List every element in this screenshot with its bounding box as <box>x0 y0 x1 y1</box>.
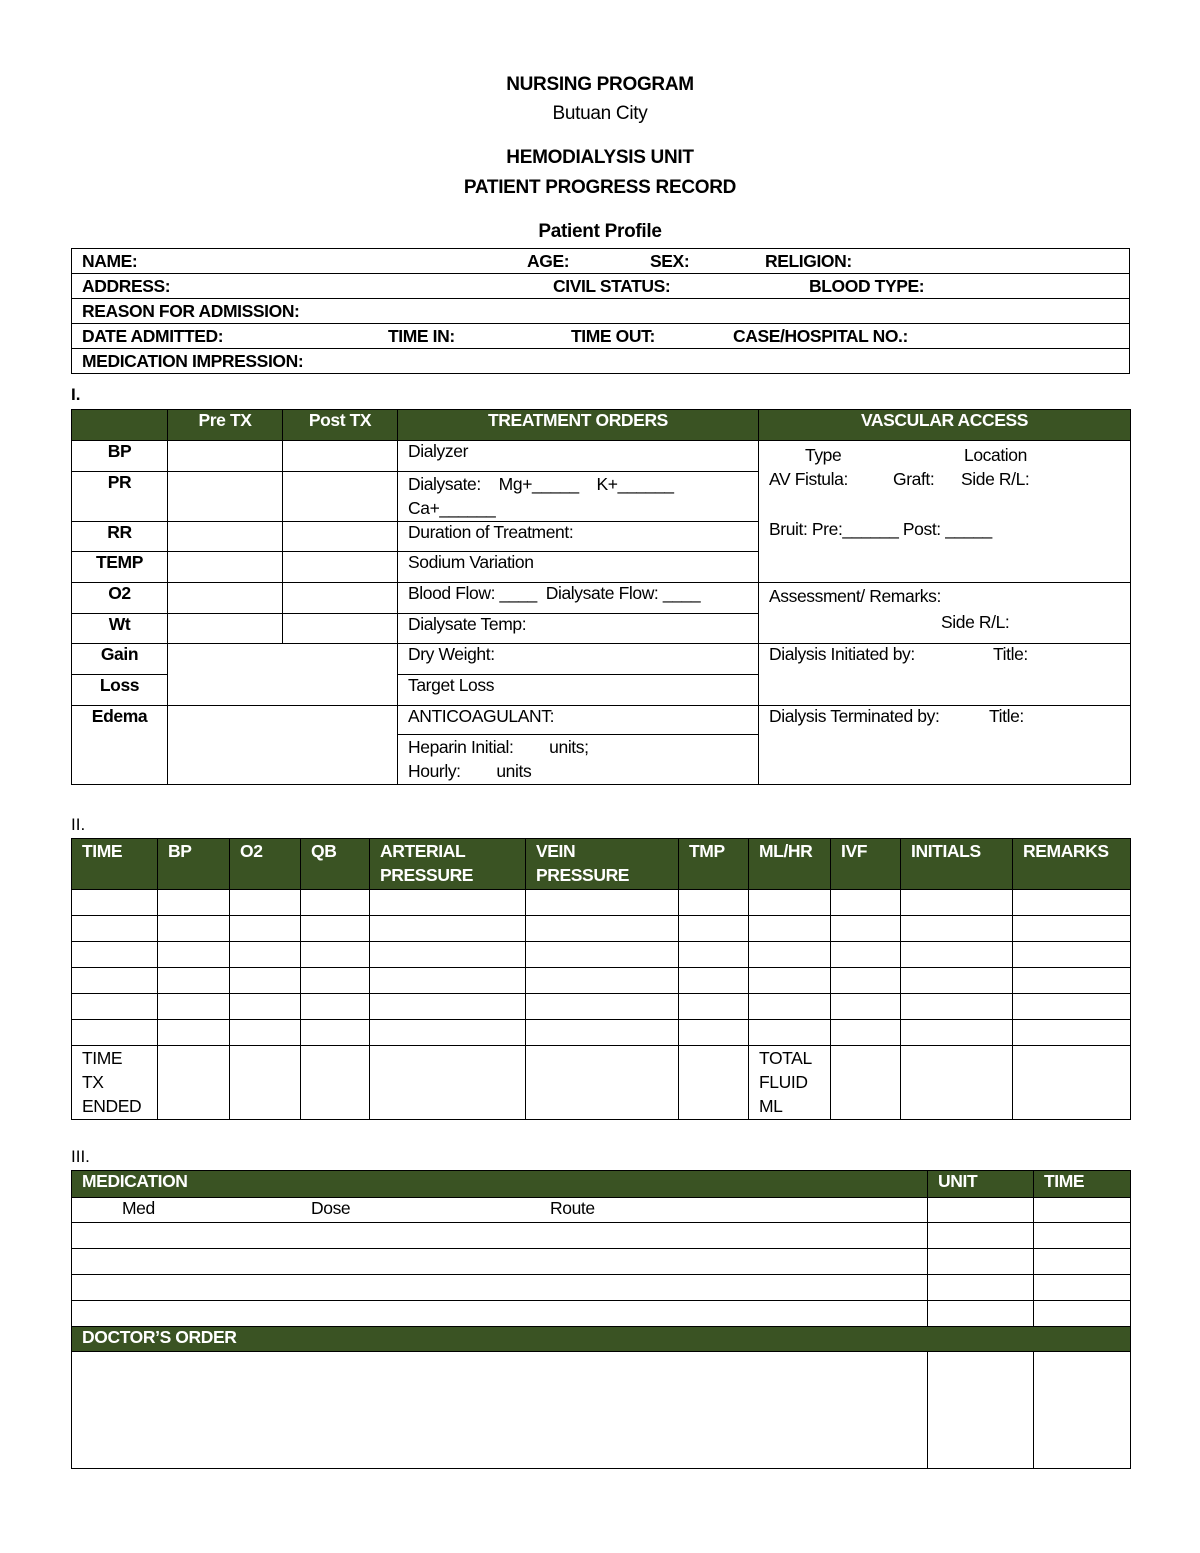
post-tx-header: Post TX <box>283 410 398 441</box>
civil-status-label: CIVIL STATUS: <box>553 276 671 296</box>
post-pr-cell[interactable] <box>283 472 398 522</box>
bruit-label: Bruit: Pre:______ Post: _____ <box>769 519 992 539</box>
date-admitted-label: DATE ADMITTED: <box>82 326 224 346</box>
vital-loss: Loss <box>72 675 168 706</box>
access-location-label: Location <box>964 445 1027 465</box>
doctors-order-row[interactable] <box>72 1352 1131 1469</box>
pre-wt-cell[interactable] <box>168 614 283 644</box>
profile-row-reason[interactable] <box>72 299 1130 324</box>
graft-label: Graft: <box>893 469 935 489</box>
col-qb: QB <box>301 839 370 890</box>
sex-label: SEX: <box>650 251 690 271</box>
terminated-label: Dialysis Terminated by: <box>769 706 940 726</box>
time-ended-line-3: ENDED <box>82 1096 142 1116</box>
monitoring-table <box>71 838 1131 1120</box>
order-target-loss[interactable]: Target Loss <box>398 675 759 706</box>
medication-row[interactable] <box>72 1249 1131 1275</box>
doctors-order-time[interactable] <box>1034 1352 1131 1469</box>
blank-header <box>72 410 168 441</box>
treatment-table <box>71 409 1131 785</box>
time-tx-ended-cell[interactable] <box>72 1046 158 1120</box>
pre-temp-cell[interactable] <box>168 552 283 583</box>
vital-wt: Wt <box>72 614 168 644</box>
col-vein-pressure: VEIN PRESSURE <box>526 839 679 890</box>
patient-profile-table <box>71 248 1130 374</box>
time-header: TIME <box>1034 1171 1131 1198</box>
medication-header: MEDICATION <box>72 1171 928 1198</box>
access-type-label: Type <box>805 445 842 465</box>
order-dialyzer[interactable]: Dialyzer <box>398 441 759 472</box>
access-type-cell[interactable] <box>759 441 1131 583</box>
vital-gain: Gain <box>72 644 168 675</box>
vital-temp: TEMP <box>72 552 168 583</box>
col-arterial-pressure: ARTERIAL PRESSURE <box>370 839 526 890</box>
city-subtitle: Butuan City <box>552 103 648 124</box>
med-unit-cell[interactable] <box>928 1198 1034 1223</box>
religion-label: RELIGION: <box>765 251 852 271</box>
med-time-cell[interactable] <box>1034 1198 1131 1223</box>
time-in-label: TIME IN: <box>388 326 455 346</box>
medication-row[interactable] <box>72 1301 1131 1327</box>
pre-o2-cell[interactable] <box>168 583 283 614</box>
total-fluid-line-1: TOTAL <box>759 1048 812 1068</box>
monitor-row[interactable] <box>72 942 1131 968</box>
vascular-access-header: VASCULAR ACCESS <box>759 410 1131 441</box>
total-fluid-cell[interactable] <box>749 1046 831 1120</box>
col-initials: INITIALS <box>901 839 1013 890</box>
heparin-line-1: Heparin Initial: units; <box>408 737 589 757</box>
profile-row-name[interactable] <box>72 249 1130 274</box>
post-bp-cell[interactable] <box>283 441 398 472</box>
post-temp-cell[interactable] <box>283 552 398 583</box>
order-anticoagulant[interactable]: ANTICOAGULANT: <box>398 706 759 735</box>
profile-title: Patient Profile <box>538 221 662 242</box>
edema-cell[interactable] <box>168 706 398 785</box>
col-tmp: TMP <box>679 839 749 890</box>
post-o2-cell[interactable] <box>283 583 398 614</box>
monitor-row[interactable] <box>72 994 1131 1020</box>
unit-header: UNIT <box>928 1171 1034 1198</box>
program-title: NURSING PROGRAM <box>506 74 694 95</box>
pre-pr-cell[interactable] <box>168 472 283 522</box>
impression-label: MEDICATION IMPRESSION: <box>82 351 304 371</box>
pre-tx-header: Pre TX <box>168 410 283 441</box>
order-heparin[interactable] <box>398 735 759 785</box>
medication-table <box>71 1170 1131 1469</box>
vital-bp: BP <box>72 441 168 472</box>
section-1-label: I. <box>71 385 81 404</box>
time-ended-line-1: TIME <box>82 1048 123 1068</box>
profile-row-address[interactable] <box>72 274 1130 299</box>
name-label: NAME: <box>82 251 138 271</box>
med-subheader <box>72 1198 928 1223</box>
heparin-line-2: Hourly: units <box>408 761 532 781</box>
terminated-cell[interactable] <box>759 706 1131 785</box>
doctors-order-unit[interactable] <box>928 1352 1034 1469</box>
route-label: Route <box>550 1198 595 1218</box>
dose-label: Dose <box>311 1198 351 1218</box>
section-2-label: II. <box>71 815 86 834</box>
profile-row-impression[interactable] <box>72 349 1130 374</box>
monitor-summary-row[interactable] <box>72 1046 1131 1120</box>
address-label: ADDRESS: <box>82 276 171 296</box>
time-ended-line-2: TX <box>82 1072 104 1092</box>
vital-rr: RR <box>72 522 168 552</box>
pre-rr-cell[interactable] <box>168 522 283 552</box>
order-sodium[interactable]: Sodium Variation <box>398 552 759 583</box>
time-out-label: TIME OUT: <box>571 326 655 346</box>
age-label: AGE: <box>527 251 570 271</box>
initiated-label: Dialysis Initiated by: <box>769 644 915 664</box>
monitor-row[interactable] <box>72 1020 1131 1046</box>
col-time: TIME <box>72 839 158 890</box>
order-flow[interactable]: Blood Flow: ____ Dialysate Flow: ____ <box>398 583 759 614</box>
vital-pr: PR <box>72 472 168 522</box>
section-3-label: III. <box>71 1147 90 1166</box>
vital-edema: Edema <box>72 706 168 785</box>
dialysate-line-1: Dialysate: Mg+_____ K+______ <box>408 474 674 494</box>
order-dialysate[interactable] <box>398 472 759 522</box>
doctors-order-header: DOCTOR’S ORDER <box>72 1327 1131 1352</box>
treatment-orders-header: TREATMENT ORDERS <box>398 410 759 441</box>
monitor-row[interactable] <box>72 916 1131 942</box>
vital-o2: O2 <box>72 583 168 614</box>
order-dry-weight[interactable]: Dry Weight: <box>398 644 759 675</box>
side-label: Side R/L: <box>961 469 1030 489</box>
medication-row[interactable] <box>72 1223 1131 1249</box>
post-rr-cell[interactable] <box>283 522 398 552</box>
gain-loss-cell[interactable] <box>168 644 398 706</box>
col-o2: O2 <box>230 839 301 890</box>
profile-row-dates[interactable] <box>72 324 1130 349</box>
col-ml-hr: ML/HR <box>749 839 831 890</box>
col-bp: BP <box>158 839 230 890</box>
reason-label: REASON FOR ADMISSION: <box>82 301 300 321</box>
col-ivf: IVF <box>831 839 901 890</box>
post-wt-cell[interactable] <box>283 614 398 644</box>
med-label: Med <box>122 1198 155 1218</box>
order-dialysate-temp[interactable]: Dialysate Temp: <box>398 614 759 644</box>
monitor-row[interactable] <box>72 890 1131 916</box>
terminated-title-label: Title: <box>989 706 1024 726</box>
case-no-label: CASE/HOSPITAL NO.: <box>733 326 908 346</box>
medication-row[interactable] <box>72 1275 1131 1301</box>
total-fluid-line-3: ML <box>759 1096 783 1116</box>
order-duration[interactable]: Duration of Treatment: <box>398 522 759 552</box>
initiated-title-label: Title: <box>993 644 1028 664</box>
assessment-side-label: Side R/L: <box>941 612 1010 632</box>
blood-type-label: BLOOD TYPE: <box>809 276 925 296</box>
initiated-cell[interactable] <box>759 644 1131 706</box>
assessment-label: Assessment/ Remarks: <box>769 586 941 606</box>
record-title: PATIENT PROGRESS RECORD <box>463 177 737 198</box>
doctors-order-cell[interactable] <box>72 1352 928 1469</box>
dialysate-line-2: Ca+______ <box>408 498 496 518</box>
monitor-row[interactable] <box>72 968 1131 994</box>
av-fistula-label: AV Fistula: <box>769 469 848 489</box>
unit-title: HEMODIALYSIS UNIT <box>506 147 694 168</box>
col-remarks: REMARKS <box>1013 839 1131 890</box>
total-fluid-line-2: FLUID <box>759 1072 808 1092</box>
pre-bp-cell[interactable] <box>168 441 283 472</box>
assessment-cell[interactable] <box>759 583 1131 644</box>
